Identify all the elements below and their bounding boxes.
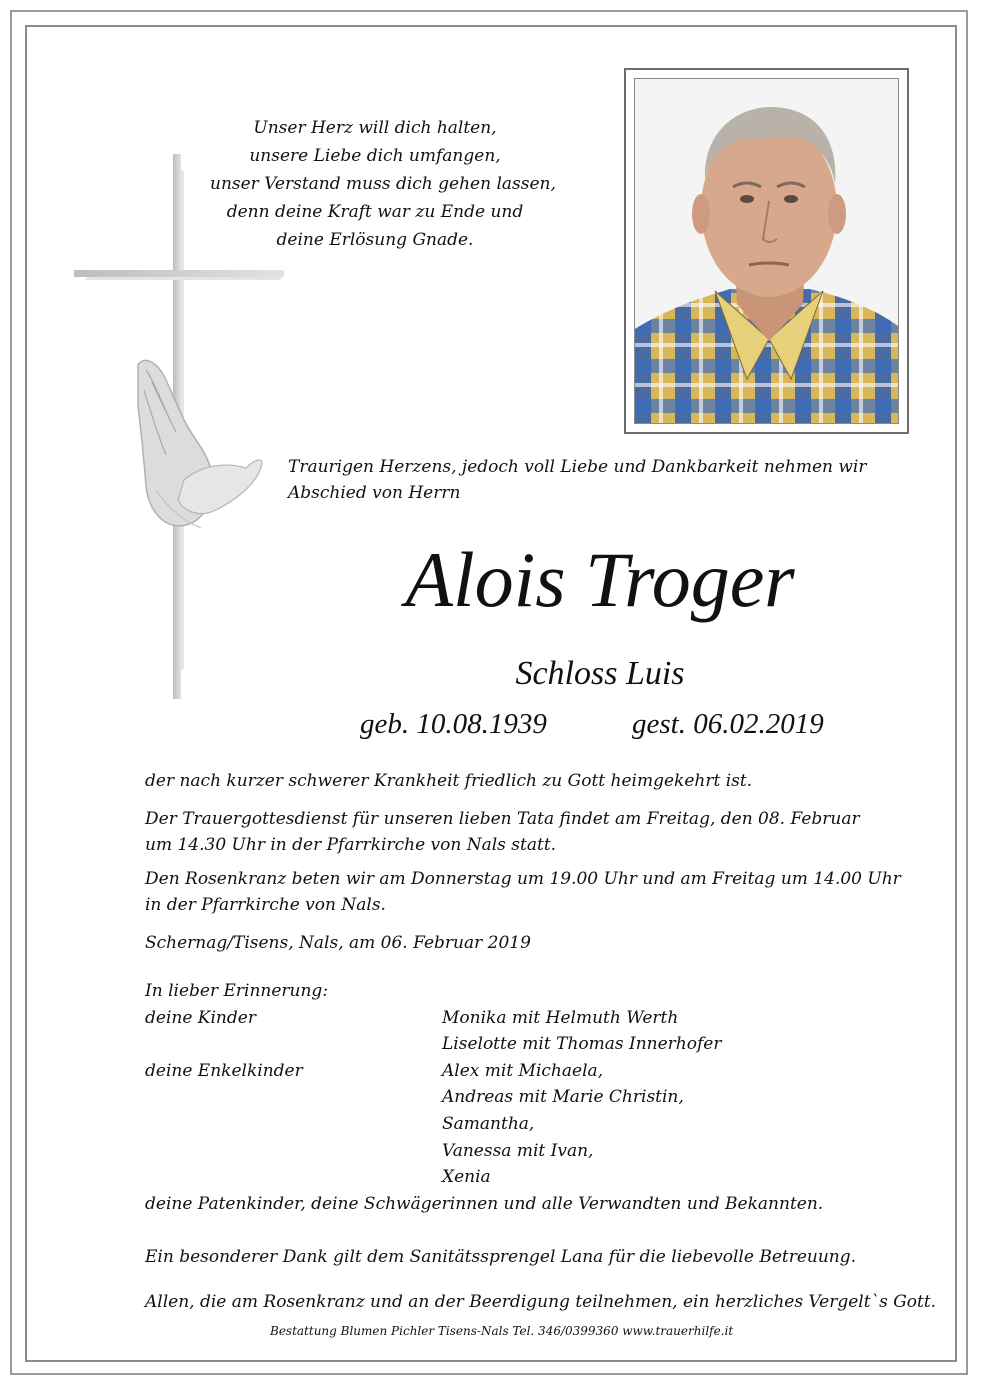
others-line: deine Patenkinder, deine Schwägerinnen und alle Verwandten und Bekannten. [145,1193,824,1214]
mourners-list [145,978,845,1217]
service-paragraph [145,806,935,858]
funeral-home-footer: Bestattung Blumen Pichler Tisens-Nals Tel. 346/0399360 www.trauerhilfe.it [270,1324,734,1338]
rosary-line: in der Pfarrkirche von Nals. [145,895,386,915]
general-thanks: Allen, die am Rosenkranz und an der Beerdigung teilnehmen, ein herzliches Vergelt`s Gott. [145,1292,937,1312]
special-thanks: Ein besonderer Dank gilt dem Sanitätssprengel Lana für die liebevolle Betreuung. [145,1247,857,1267]
rosary-paragraph [145,866,935,918]
announcement-paragraph: der nach kurzer schwerer Krankheit friedlich zu Gott heimgekehrt ist. [145,771,753,791]
kinder-label: deine Kinder [145,1007,256,1028]
mourners-heading: In lieber Erinnerung: [145,981,329,1001]
death-date: gest. 06.02.2019 [632,708,824,740]
rosary-line: Den Rosenkranz beten wir am Donnerstag um 19.00 Uhr und am Freitag um 14.00 Uhr [145,869,901,889]
list-item: Monika mit Helmuth Werth [442,1007,679,1028]
poem-line: deine Erlösung Gnade. [276,230,474,250]
list-item: Andreas mit Marie Christin, [442,1087,684,1108]
service-line: um 14.30 Uhr in der Pfarrkirche von Nals statt. [145,835,557,855]
poem-line: unsere Liebe dich umfangen, [249,146,501,166]
list-item: Alex mit Michaela, [442,1060,604,1081]
deceased-name: Alois Troger [405,536,795,623]
portrait-photo [634,78,899,424]
place-date: Schernag/Tisens, Nals, am 06. Februar 2019 [145,933,531,953]
poem-line: unser Verstand muss dich gehen lassen, [210,174,556,194]
list-item: Vanessa mit Ivan, [442,1140,594,1161]
service-line: Der Trauergottesdienst für unseren lieben Tata findet am Freitag, den 08. Februar [145,809,860,829]
birth-date: geb. 10.08.1939 [360,708,547,740]
intro-line: Abschied von Herrn [288,483,461,503]
list-item: Liselotte mit Thomas Innerhofer [442,1034,722,1055]
poem-line: Unser Herz will dich halten, [253,118,497,138]
portrait-frame [624,68,909,434]
intro-text [288,454,908,506]
portrait-illustration [635,79,899,424]
poem [210,114,556,254]
life-dates [360,702,880,746]
deceased-place: Schloss Luis [515,655,685,692]
list-item: Samantha, [442,1113,535,1134]
intro-line: Traurigen Herzens, jedoch voll Liebe und Dankbarkeit nehmen wir [288,457,867,477]
poem-line: denn deine Kraft war zu Ende und [226,202,524,222]
list-item: Xenia [442,1167,491,1188]
enkel-label: deine Enkelkinder [145,1060,303,1081]
